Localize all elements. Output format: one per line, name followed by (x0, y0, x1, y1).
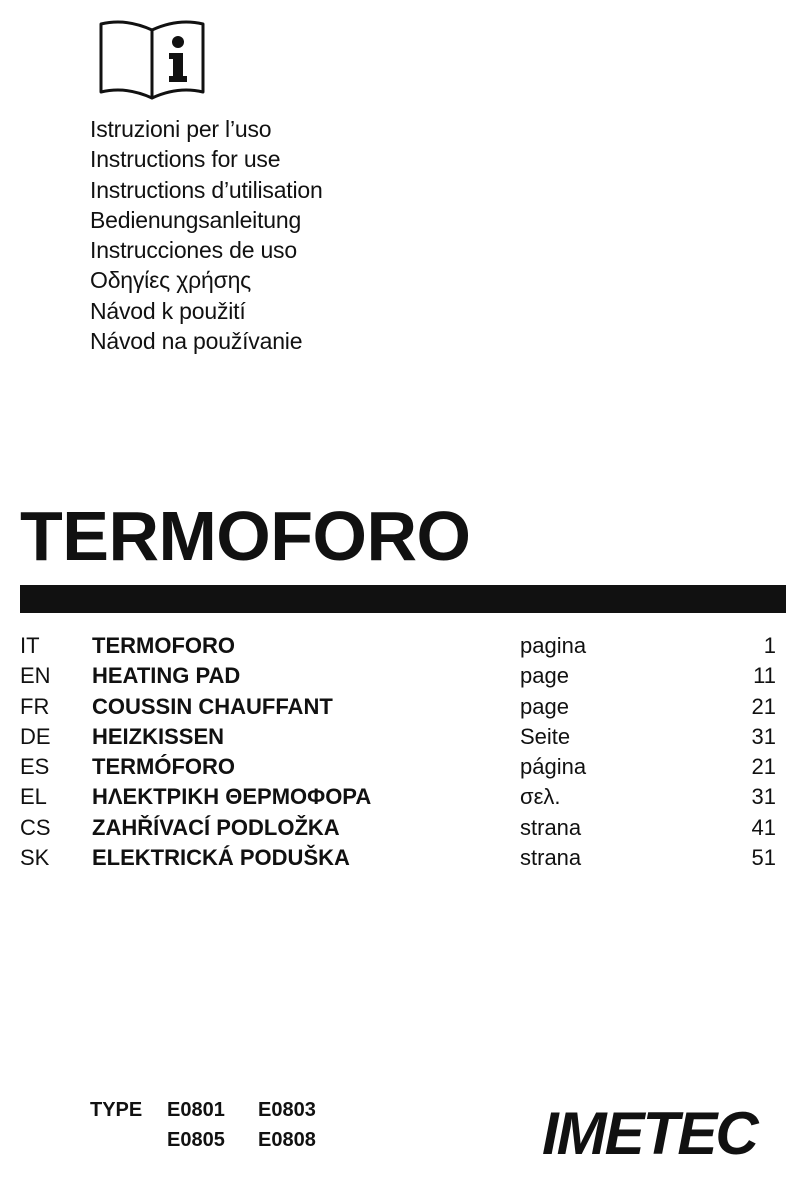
brand-logo (540, 1096, 780, 1166)
page-number: 21 (751, 754, 776, 780)
model-code: E0803 (258, 1099, 316, 1121)
info-manual-icon (98, 20, 206, 102)
page-label: σελ. (520, 784, 561, 810)
page-label: página (520, 754, 587, 780)
page-number: 41 (751, 814, 776, 840)
section-name: ZAHŘÍVACÍ PODLOŽKA (92, 814, 340, 840)
page-label: Seite (520, 723, 571, 749)
model-type-block (90, 1095, 350, 1155)
instruction-title: Návod k použití (90, 297, 246, 324)
type-label: TYPE (90, 1099, 143, 1121)
toc-row (20, 692, 776, 722)
language-code: DE (20, 723, 51, 749)
table-of-contents (20, 631, 776, 873)
toc-row (20, 843, 776, 873)
page-label: page (520, 663, 569, 689)
brand-logo-text: IMETEC (542, 1100, 757, 1166)
instruction-title: Οδηγίες χρήσης (90, 267, 252, 294)
section-name: HEIZKISSEN (92, 723, 225, 749)
page-number: 21 (751, 693, 776, 719)
toc-row (20, 782, 776, 812)
page-label: strana (520, 845, 582, 871)
toc-row (20, 752, 776, 782)
section-name: TERMOFORO (92, 633, 235, 658)
toc-row (20, 631, 776, 661)
page-label: pagina (520, 633, 587, 658)
model-row (90, 1095, 350, 1125)
language-code: ES (20, 754, 50, 780)
section-name: TERMÓFORO (92, 754, 235, 780)
model-row (90, 1125, 350, 1155)
instruction-title-list (90, 114, 323, 356)
language-code: SK (20, 845, 50, 871)
section-name: HEATING PAD (92, 663, 241, 689)
instruction-title: Instrucciones de uso (90, 237, 297, 264)
toc-row (20, 722, 776, 752)
page-number: 11 (753, 663, 776, 689)
toc-row (20, 661, 776, 691)
model-code: E0808 (258, 1129, 316, 1151)
instruction-title: Istruzioni per l’uso (90, 116, 272, 142)
toc-row (20, 813, 776, 843)
instruction-title: Instructions for use (90, 146, 281, 173)
section-name: ΗΛΕΚΤΡΙΚΗ ΘΕΡΜΟΦΟΡΑ (92, 784, 372, 810)
language-code: FR (20, 693, 50, 719)
instruction-title: Návod na používanie (90, 328, 303, 355)
product-title: TERMOFORO (20, 497, 471, 575)
page-label: strana (520, 814, 582, 840)
instruction-title: Instructions d’utilisation (90, 176, 323, 203)
language-code: EL (20, 784, 47, 810)
title-divider-bar (20, 585, 786, 613)
page-number: 1 (763, 633, 776, 658)
page-number: 31 (751, 784, 776, 810)
page-number: 51 (751, 845, 776, 871)
model-code: E0805 (167, 1129, 225, 1151)
language-code: EN (20, 663, 51, 689)
page-label: page (520, 693, 569, 719)
section-name: ELEKTRICKÁ PODUŠKA (92, 845, 350, 871)
language-code: IT (20, 633, 40, 658)
page-number: 31 (751, 723, 776, 749)
model-code: E0801 (167, 1099, 225, 1121)
language-code: CS (20, 814, 51, 840)
section-name: COUSSIN CHAUFFANT (92, 693, 333, 719)
instruction-title: Bedienungsanleitung (90, 206, 302, 233)
